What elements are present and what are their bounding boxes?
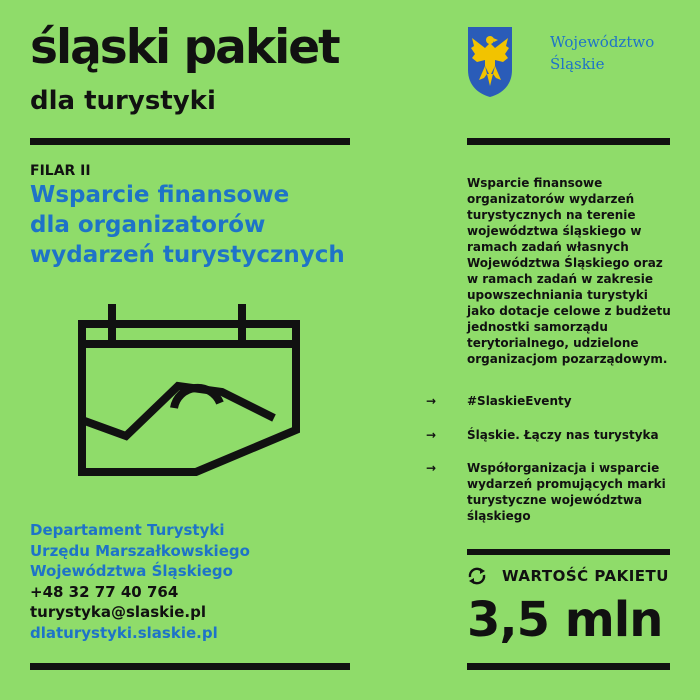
divider-value-bottom <box>467 663 670 670</box>
pillar-heading-line: Wsparcie finansowe <box>30 182 290 208</box>
description-text: Wsparcie finansowe organizatorów wydarzeń turystycznych na terenie województwa śląskiego w ramach zadań własnych Województwa Śląskiego oraz w ramach zadań w zakresie upowszechniania turystyki jako dotacje celowe z budżetu jednostki samorządu terytorialnego, udzielone organizacjom pozarządowym. <box>467 176 671 366</box>
voivodeship-name <box>550 31 654 75</box>
contact-website-link[interactable]: dlaturystyki.slaskie.pl <box>30 623 218 642</box>
arrow-right-icon: → <box>426 461 437 475</box>
voivodeship-line: Śląskie <box>550 55 605 73</box>
poster-title: śląski pakiet <box>30 20 339 75</box>
divider-bottom-left <box>30 663 350 670</box>
bullet-text: #SlaskieEventy <box>467 394 572 408</box>
divider-top-right <box>467 138 670 145</box>
arrow-right-icon: → <box>426 394 437 408</box>
bullet-text: Współorganizacja i wsparcie wydarzeń promujących marki turystyczne województwa śląskiego <box>467 461 666 523</box>
calendar-landscape-icon <box>78 300 300 480</box>
contact-department: Departament Turystyki <box>30 521 225 539</box>
pillar-label: FILAR II <box>30 163 91 179</box>
package-value-label: WARTOŚĆ PAKIETU <box>502 567 669 585</box>
bullet-text: Śląskie. Łączy nas turystyka <box>467 428 659 442</box>
eagle-coat-of-arms-icon <box>467 26 513 98</box>
pillar-heading <box>30 180 390 270</box>
pillar-heading-line: wydarzeń turystycznych <box>30 242 345 268</box>
package-value-amount: 3,5 mln <box>467 592 663 648</box>
divider-value-top <box>467 549 670 555</box>
contact-phone[interactable]: +48 32 77 40 764 <box>30 582 179 601</box>
divider-top-left <box>30 138 350 145</box>
voivodeship-line: Województwo <box>550 33 655 51</box>
contact-block <box>30 520 360 643</box>
pillar-heading-line: dla organizatorów <box>30 212 266 238</box>
poster-subtitle: dla turystyki <box>30 86 216 116</box>
contact-email-link[interactable]: turystyka@slaskie.pl <box>30 603 206 621</box>
arrow-right-icon: → <box>426 428 437 442</box>
contact-office: Urzędu Marszałkowskiego <box>30 541 250 560</box>
refresh-arrows-icon <box>467 567 487 585</box>
contact-region: Województwa Śląskiego <box>30 562 233 580</box>
